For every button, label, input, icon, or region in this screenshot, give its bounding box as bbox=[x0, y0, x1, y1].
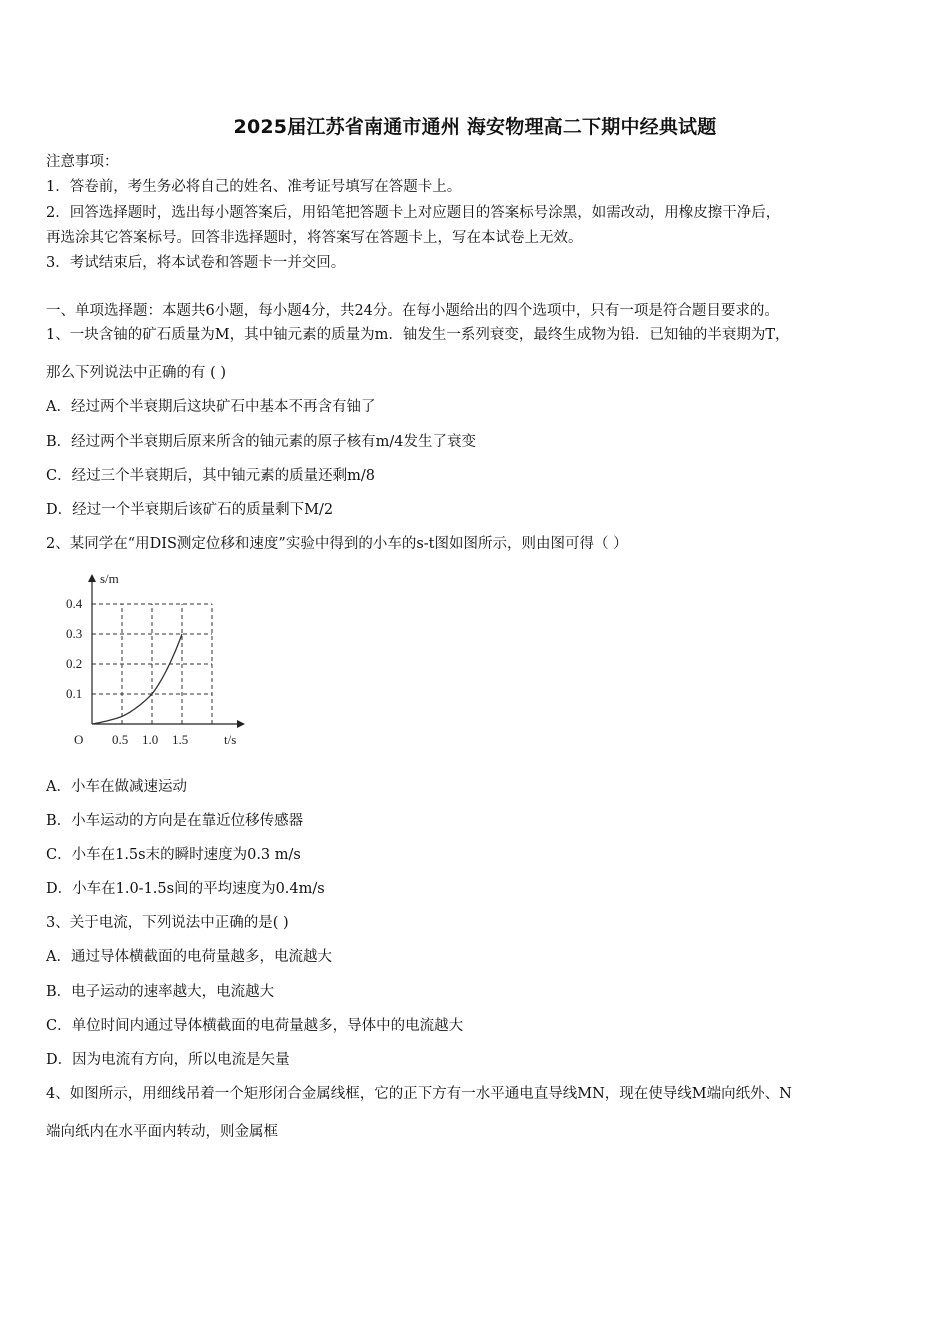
x-tick-label: 0.5 bbox=[112, 732, 129, 747]
x-axis-label: t/s bbox=[224, 732, 237, 747]
chart-grid bbox=[92, 604, 212, 724]
y-axis-label: s/m bbox=[100, 571, 119, 586]
x-tick-label: 1.0 bbox=[142, 732, 159, 747]
q2-option-a: A．小车在做减速运动 bbox=[46, 779, 187, 795]
q1-option-b: B．经过两个半衰期后原来所含的铀元素的原子核有m/4发生了衰变 bbox=[46, 434, 477, 450]
x-axis-arrow bbox=[237, 720, 245, 728]
section-heading: 一、单项选择题：本题共6小题，每小题4分，共24分。在每小题给出的四个选项中，只有一项是符合题目要求的。 bbox=[46, 303, 779, 319]
q2-option-b: B．小车运动的方向是在靠近位移传感器 bbox=[46, 813, 304, 829]
series-line-s-t bbox=[92, 634, 182, 724]
q4-stem: 4、如图所示，用细线吊着一个矩形闭合金属线框，它的正下方有一水平通电直导线MN，现在使导线M端向纸外、N bbox=[46, 1086, 792, 1102]
q1-stem: 1、一块含铀的矿石质量为M，其中铀元素的质量为m．铀发生一系列衰变，最终生成物为铅．已知铀的半衰期为T， bbox=[46, 327, 790, 343]
q2-option-d: D．小车在1.0-1.5s间的平均速度为0.4m/s bbox=[46, 881, 325, 897]
notice-heading: 注意事项： bbox=[46, 154, 119, 170]
chart-axes bbox=[88, 574, 245, 728]
q3-option-d: D．因为电流有方向，所以电流是矢量 bbox=[46, 1052, 290, 1068]
notice-item-1: 1．答卷前，考生务必将自己的姓名、准考证号填写在答题卡上。 bbox=[46, 179, 462, 195]
origin-label: O bbox=[74, 732, 84, 747]
y-tick-label: 0.1 bbox=[66, 686, 83, 701]
x-tick-label: 1.5 bbox=[172, 732, 189, 747]
q3-stem: 3、关于电流，下列说法中正确的是( ) bbox=[46, 915, 289, 931]
q3-option-c: C．单位时间内通过导体横截面的电荷量越多，导体中的电流越大 bbox=[46, 1018, 464, 1034]
notice-item-2: 2．回答选择题时，选出每小题答案后，用铅笔把答题卡上对应题目的答案标号涂黑，如需改动，用橡皮擦干净后， bbox=[46, 205, 781, 221]
q4-stem-cont: 端向纸内在水平面内转动，则金属框 bbox=[46, 1124, 278, 1140]
q1-stem-cont: 那么下列说法中正确的有 ( ) bbox=[46, 365, 227, 381]
page-title: 2025届江苏省南通市通州 海安物理高二下期中经典试题 bbox=[233, 116, 717, 138]
notice-item-2-cont: 再选涂其它答案标号。回答非选择题时，将答案写在答题卡上，写在本试卷上无效。 bbox=[46, 230, 583, 246]
q3-option-a: A．通过导体横截面的电荷量越多，电流越大 bbox=[46, 949, 332, 965]
y-tick-label: 0.3 bbox=[66, 626, 83, 641]
q1-option-a: A．经过两个半衰期后这块矿石中基本不再含有铀了 bbox=[46, 399, 376, 415]
q1-option-d: D．经过一个半衰期后该矿石的质量剩下M/2 bbox=[46, 502, 334, 518]
q2-option-c: C．小车在1.5s末的瞬时速度为0.3 m/s bbox=[46, 847, 301, 863]
y-tick-label: 0.2 bbox=[66, 656, 83, 671]
st-graph bbox=[58, 566, 258, 756]
q1-option-c: C．经过三个半衰期后，其中铀元素的质量还剩m/8 bbox=[46, 468, 375, 484]
y-tick-label: 0.4 bbox=[66, 596, 83, 611]
y-axis-arrow bbox=[88, 574, 96, 582]
notice-item-3: 3．考试结束后，将本试卷和答题卡一并交回。 bbox=[46, 255, 346, 271]
q2-stem: 2、某同学在“用DIS测定位移和速度”实验中得到的小车的s-t图如图所示，则由图可得（ ） bbox=[46, 536, 628, 552]
q3-option-b: B．电子运动的速率越大，电流越大 bbox=[46, 984, 275, 1000]
